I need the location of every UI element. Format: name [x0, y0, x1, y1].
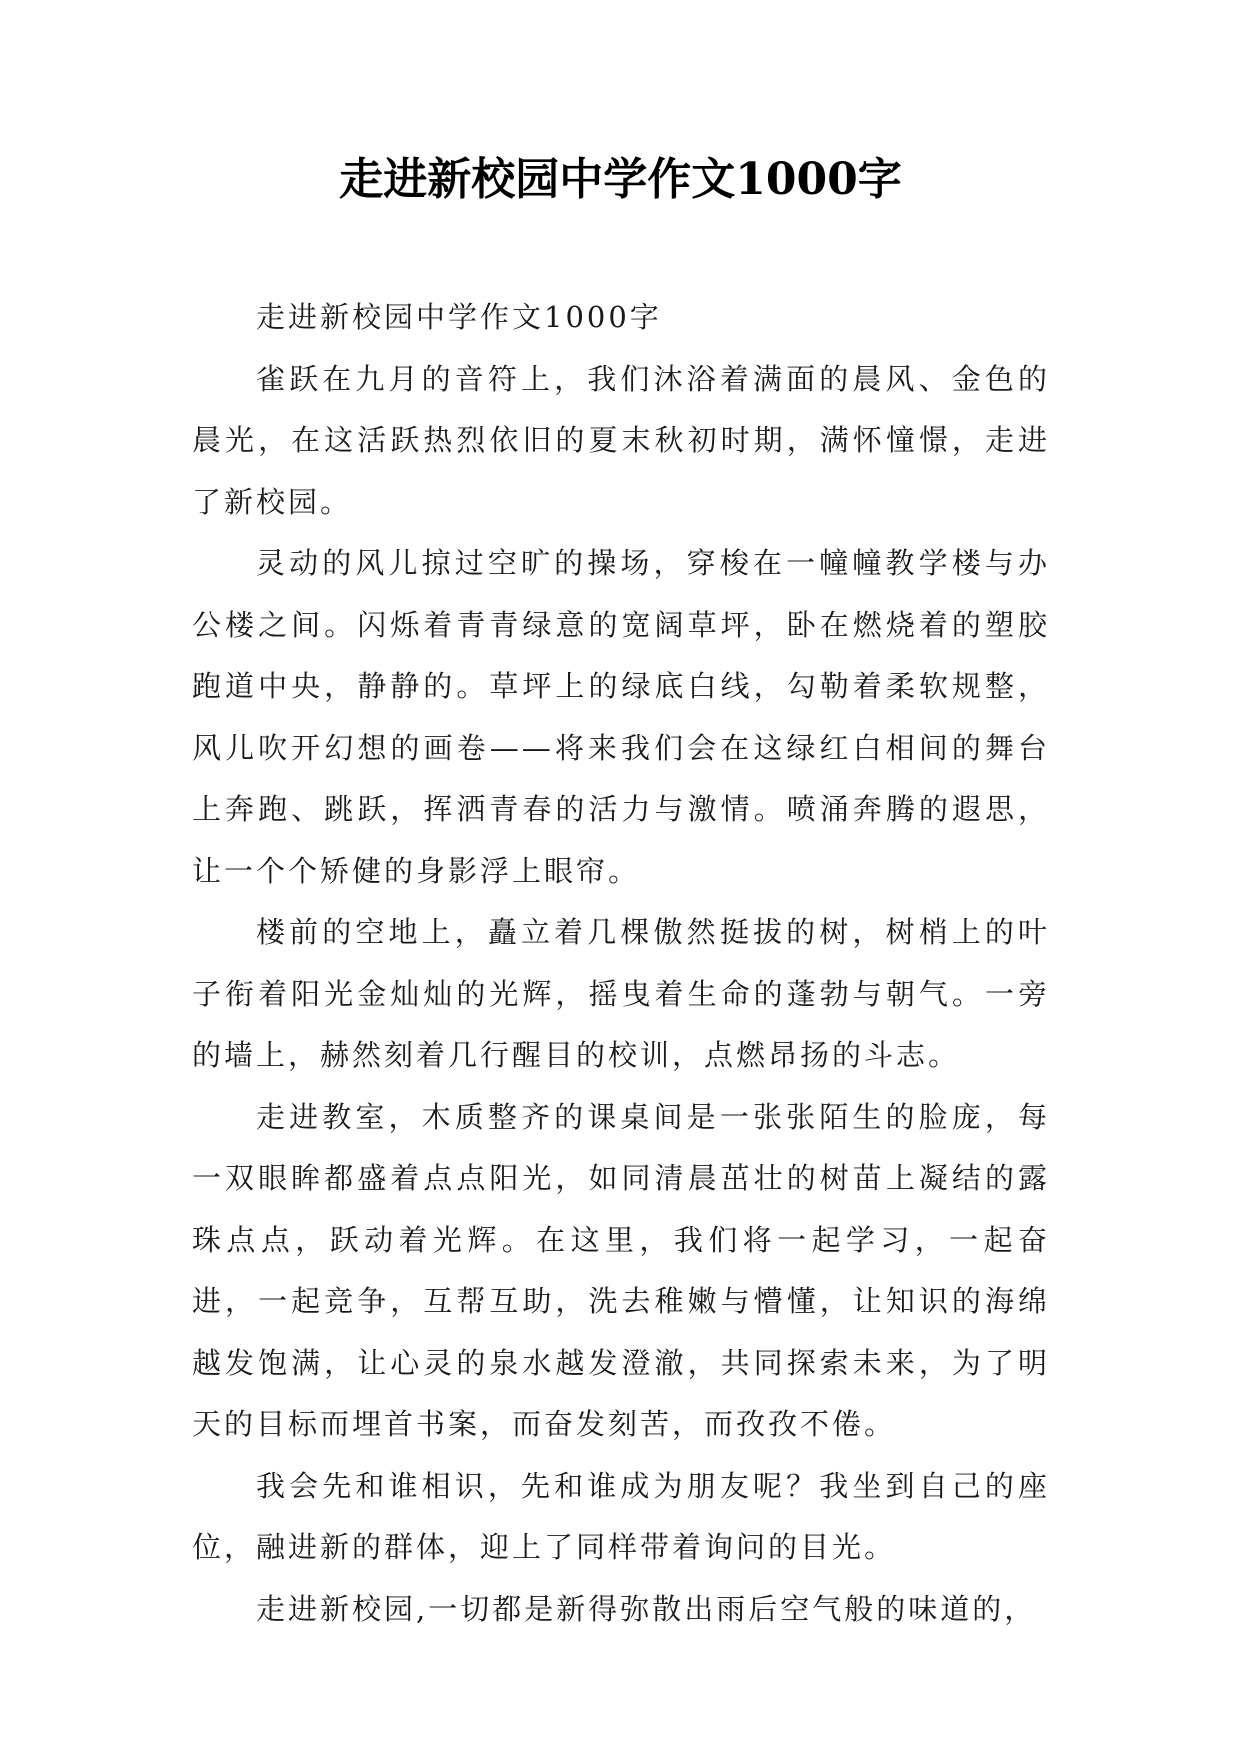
paragraph: 雀跃在九月的音符上，我们沐浴着满面的晨风、金色的晨光，在这活跃热烈依旧的夏末秋初时期，满怀憧憬，走进了新校园。 [192, 361, 1050, 519]
paragraph: 楼前的空地上，矗立着几棵傲然挺拔的树，树梢上的叶子衔着阳光金灿灿的光辉，摇曳着生命的蓬勃与朝气。一旁的墙上，赫然刻着几行醒目的校训，点燃昂扬的斗志。 [192, 915, 1050, 1072]
paragraph: 灵动的风儿掠过空旷的操场，穿梭在一幢幢教学楼与办公楼之间。闪烁着青青绿意的宽阔草坪，卧在燃烧着的塑胶跑道中央，静静的。草坪上的绿底白线，勾勒着柔软规整，风儿吹开幻想的画卷——将来我们会在这绿红白相间的舞台上奔跑、跳跃，挥洒青春的活力与激情。喷涌奔腾的遐思，让一个个矫健的身影浮上眼帘。 [192, 546, 1050, 888]
paragraph: 我会先和谁相识，先和谁成为朋友呢？我坐到自己的座位，融进新的群体，迎上了同样带着询问的目光。 [192, 1468, 1050, 1564]
document-body [192, 287, 1050, 1640]
paragraph: 走进教室，木质整齐的课桌间是一张张陌生的脸庞，每一双眼眸都盛着点点阳光，如同清晨茁壮的树苗上凝结的露珠点点，跃动着光辉。在这里，我们将一起学习，一起奋进，一起竞争，互帮互助，洗去稚嫩与懵懂，让知识的海绵越发饱满，让心灵的泉水越发澄澈，共同探索未来，为了明天的目标而埋首书案，而奋发刻苦，而孜孜不倦。 [192, 1099, 1050, 1441]
document-title: 走进新校园中学作文1000字 [339, 154, 902, 205]
paragraph-subtitle: 走进新校园中学作文1000字 [256, 300, 662, 334]
paragraph: 走进新校园,一切都是新得弥散出雨后空气般的味道的， [256, 1591, 1037, 1626]
